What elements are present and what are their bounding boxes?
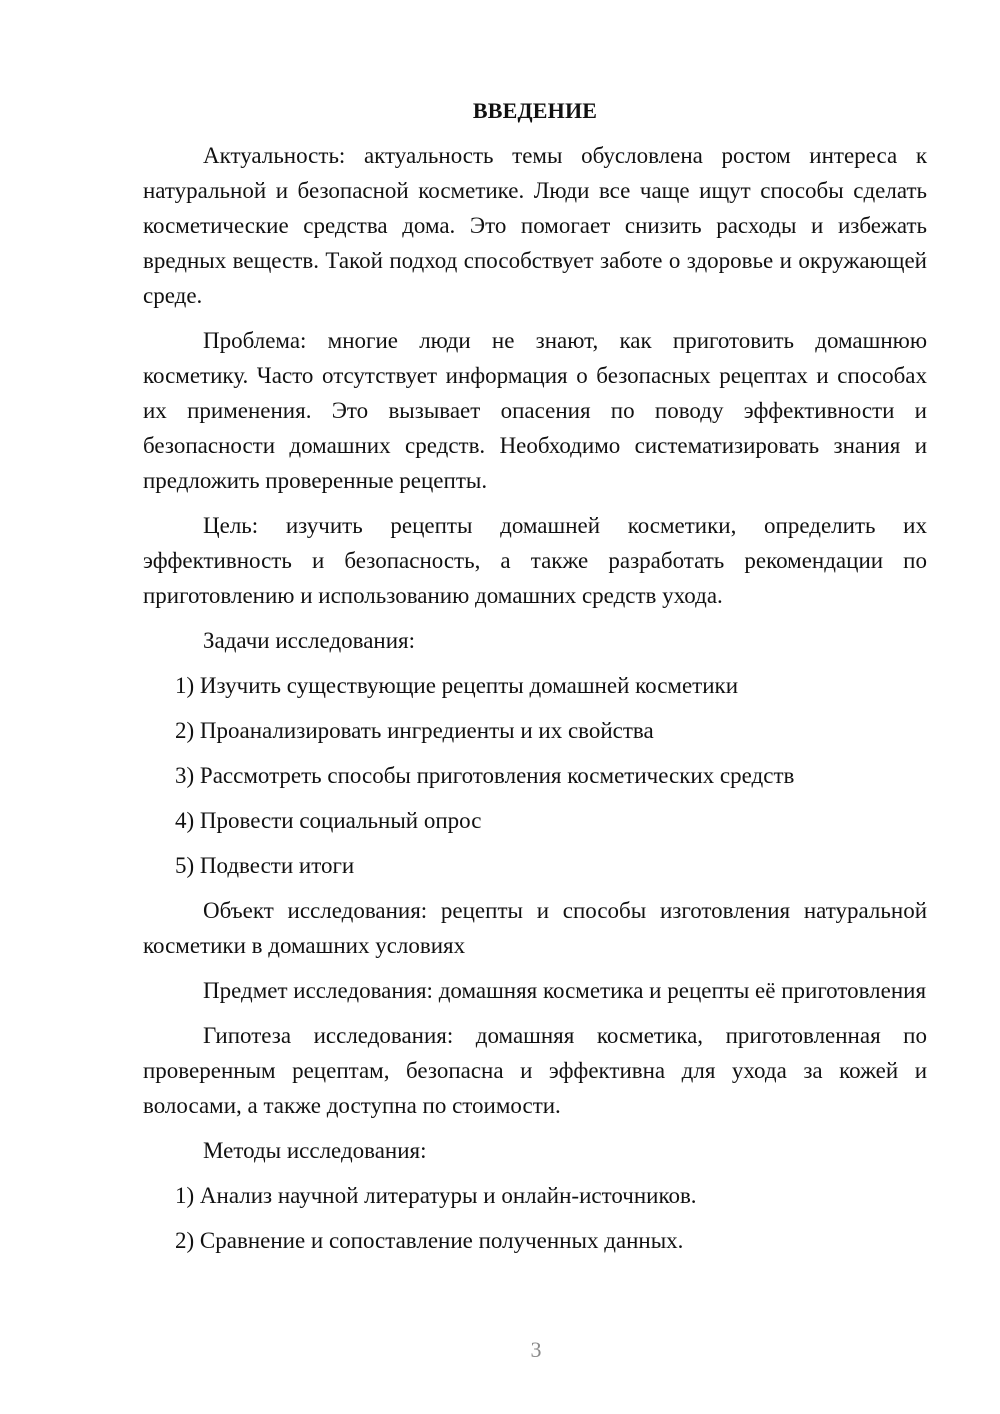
paragraph-problem: Проблема: многие люди не знают, как приготовить домашнюю косметику. Часто отсутствует информация о безопасных рецептах и способах их применения. Это вызывает опасения по поводу эффективности и безопасности домашних средств. Необходимо систематизировать знания и предложить проверенные рецепты. <box>143 328 927 493</box>
list-item: 5) Подвести итоги <box>175 853 355 878</box>
list-item: 2) Проанализировать ингредиенты и их свойства <box>175 718 654 743</box>
list-item: 3) Рассмотреть способы приготовления косметических средств <box>175 763 795 788</box>
list-item: 1) Анализ научной литературы и онлайн-источников. <box>175 1183 697 1208</box>
paragraph-hypothesis: Гипотеза исследования: домашняя косметика, приготовленная по проверенным рецептам, безопасна и эффективна для ухода за кожей и волосами, а также доступна по стоимости. <box>143 1023 927 1118</box>
methods-list <box>143 1178 927 1258</box>
page-number: 3 <box>530 1337 542 1362</box>
paragraph-object: Объект исследования: рецепты и способы изготовления натуральной косметики в домашних условиях <box>143 898 927 958</box>
paragraph-goal: Цель: изучить рецепты домашней косметики, определить их эффективность и безопасность, а также разработать рекомендации по приготовлению и использованию домашних средств ухода. <box>143 513 927 608</box>
section-heading: ВВЕДЕНИЕ <box>472 98 598 123</box>
page-content <box>143 93 927 1268</box>
tasks-title: Задачи исследования: <box>203 628 416 653</box>
paragraph-relevance: Актуальность: актуальность темы обусловлена ростом интереса к натуральной и безопасной косметике. Люди все чаще ищут способы сделать косметические средства дома. Это помогает снизить расходы и избежать вредных веществ. Такой подход способствует заботе о здоровье и окружающей среде. <box>143 143 927 308</box>
tasks-list <box>143 668 927 883</box>
paragraph-subject: Предмет исследования: домашняя косметика и рецепты её приготовления <box>203 978 927 1003</box>
list-item: 4) Провести социальный опрос <box>175 808 482 833</box>
list-item: 1) Изучить существующие рецепты домашней косметики <box>175 673 739 698</box>
list-item: 2) Сравнение и сопоставление полученных данных. <box>175 1228 684 1253</box>
methods-title: Методы исследования: <box>203 1138 427 1163</box>
